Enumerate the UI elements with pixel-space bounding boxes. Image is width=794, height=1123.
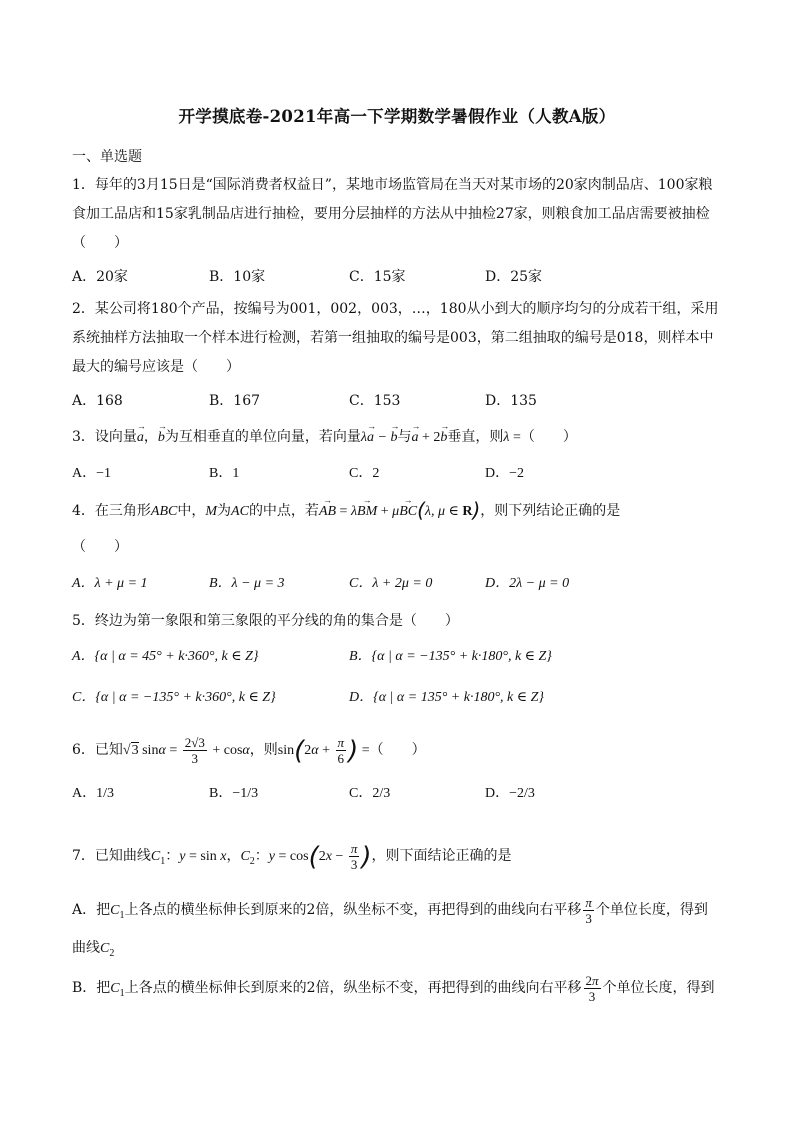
- question-4: [72, 496, 722, 562]
- q3-option-d[interactable]: D．−2: [485, 466, 525, 481]
- q7-option-b-line-1: B．把$C_1$上各点的横坐标伸长到原来的2倍，纵坐标不变，再把得到的曲线向右平移 $\frac{2\pi}{3}$ 个单位长度，得到: [72, 972, 715, 1004]
- q7-option-a-line-2: 曲线$C_2$: [72, 940, 115, 959]
- q2-option-a[interactable]: A．168: [72, 393, 123, 409]
- q1-option-b[interactable]: B．10家: [209, 269, 266, 285]
- c1-equation: y = sin x: [179, 849, 227, 864]
- vector-equation: → AB = λ→ BM + μ→ BC(λ, μ ∈ R): [319, 504, 480, 519]
- q5-option-a[interactable]: A．{α | α = 45° + k·360°, k ∈ Z}: [72, 649, 259, 664]
- q4-option-d[interactable]: D．2λ − μ = 0: [485, 576, 570, 591]
- curve-c2-ref: $C_2$: [100, 941, 115, 959]
- q2-line-3: 最大的编号应该是（ ）: [72, 359, 240, 375]
- q3-option-b[interactable]: B．1: [209, 466, 240, 481]
- q6-equation: √3 sinα = $\frac{2√3}{3}$ + cosα: [122, 735, 250, 767]
- q4-options: [72, 572, 722, 596]
- q1-line-2: 食加工品店和15家乳制品店进行抽检，要用分层抽样的方法从中抽检27家，则粮食加工品店需要被抽检: [72, 206, 710, 222]
- q1-options: [72, 266, 722, 290]
- q5-options-row-1: [72, 645, 722, 671]
- q5-option-d[interactable]: D．{α | α = 135° + k·180°, k ∈ Z}: [349, 690, 545, 705]
- triangle-abc: ABC: [150, 504, 178, 519]
- expr-a-plus-2b: → a + 2→ b: [411, 430, 447, 445]
- curve-c1: $C_1$: [150, 849, 166, 867]
- page-title: 开学摸底卷-2021年高一下学期数学暑假作业（人教A版）: [178, 107, 616, 126]
- q6-option-c[interactable]: C．2/3: [349, 786, 391, 801]
- q6-option-d[interactable]: D．−2/3: [485, 786, 535, 801]
- question-7: [72, 836, 722, 876]
- q6-options: [72, 782, 722, 822]
- curve-c2: $C_2$: [240, 849, 255, 867]
- q5-options-row-2: [72, 686, 722, 712]
- curve-c1-ref-b: $C_1$: [110, 981, 125, 999]
- expr-lambda-a-minus-b: λ→ a − → b: [361, 430, 398, 445]
- vector-b: → b: [158, 423, 165, 452]
- section-heading: 一、单选题: [72, 149, 142, 165]
- shift-pi-over-3: $\frac{\pi}{3}$: [585, 894, 592, 926]
- q3-option-a[interactable]: A．−1: [72, 466, 112, 481]
- q1-line-1: 1．每年的3月15日是“国际消费者权益日”，某地市场监管局在当天对某市场的20家肉制品店、100家粮: [72, 177, 713, 193]
- question-2: [72, 295, 722, 382]
- q7-option-a-line-1: A．把$C_1$上各点的横坐标伸长到原来的2倍，纵坐标不变，再把得到的曲线向右平移 $\frac{\pi}{3}$ 个单位长度，得到: [72, 894, 708, 926]
- question-1: [72, 171, 722, 258]
- question-6: [72, 730, 722, 770]
- q5-option-c[interactable]: C．{α | α = −135° + k·360°, k ∈ Z}: [72, 690, 276, 705]
- q2-options: [72, 390, 722, 414]
- q4-line-1: 4．在三角形ABC中，M为AC的中点，若→ AB = λ→ BM + μ→ BC(λ, μ ∈ R)，则下列结论正确的是: [72, 496, 722, 525]
- q6-option-a[interactable]: A．1/3: [72, 786, 114, 801]
- q3-option-c[interactable]: C．2: [349, 466, 380, 481]
- expr-lambda-eq: λ =: [503, 430, 521, 445]
- question-5: [72, 607, 722, 636]
- segment-ac: AC: [231, 504, 249, 519]
- q6-line-1: 6．已知√3 sinα = $\frac{2√3}{3}$ + cosα，则sin(2α + $\frac{\pi}{6}$ ) =（ ）: [72, 735, 426, 767]
- vector-a: → a: [137, 423, 144, 452]
- q2-option-d[interactable]: D．135: [485, 393, 537, 409]
- q4-option-a[interactable]: A．λ + μ = 1: [72, 576, 148, 591]
- q7-option-a[interactable]: [72, 890, 722, 963]
- q4-line-2: （ ）: [72, 539, 128, 555]
- q2-line-1: 2．某公司将180个产品，按编号为001，002，003，…，180从小到大的顺序均匀的分成若干组，采用: [72, 301, 719, 317]
- q7-line-1: 7．已知曲线$C_1$：y = sin x，$C_2$：y = cos(2x − $\frac{\pi}{3}$ )，则下面结论正确的是: [72, 841, 512, 873]
- q1-line-3: （ ）: [72, 235, 128, 251]
- q5-option-b[interactable]: B．{α | α = −135° + k·180°, k ∈ Z}: [349, 649, 552, 664]
- q4-option-b[interactable]: B．λ − μ = 3: [209, 576, 285, 591]
- curve-c1-ref: $C_1$: [110, 903, 125, 921]
- q2-option-c[interactable]: C．153: [349, 393, 401, 409]
- q6-expression: sin(2α + $\frac{\pi}{6}$ ) =: [277, 735, 370, 767]
- q1-option-c[interactable]: C．15家: [349, 269, 406, 285]
- q5-line-1: 5．终边为第一象限和第三象限的平分线的角的集合是（ ）: [72, 613, 459, 629]
- q2-option-b[interactable]: B．167: [209, 393, 261, 409]
- shift-2pi-over-3: $\frac{2\pi}{3}$: [585, 972, 599, 1004]
- question-3: [72, 423, 722, 452]
- q1-option-d[interactable]: D．25家: [485, 269, 543, 285]
- q4-option-c[interactable]: C．λ + 2μ = 0: [349, 576, 433, 591]
- point-m: M: [205, 504, 218, 519]
- q7-option-b[interactable]: [72, 968, 722, 1008]
- c2-equation: y = cos(2x − $\frac{\pi}{3}$ ): [268, 841, 372, 873]
- q3-options: [72, 462, 722, 486]
- q6-option-b[interactable]: B．−1/3: [209, 786, 259, 801]
- q3-line-1: 3．设向量→ a，→ b为互相垂直的单位向量，若向量λ→ a − → b与→ a + 2→ b垂直，则λ =（ ）: [72, 423, 722, 452]
- q2-line-2: 系统抽样方法抽取一个样本进行检测，若第一组抽取的编号是003，第二组抽取的编号是018，则样本中: [72, 330, 714, 346]
- q1-option-a[interactable]: A．20家: [72, 269, 128, 285]
